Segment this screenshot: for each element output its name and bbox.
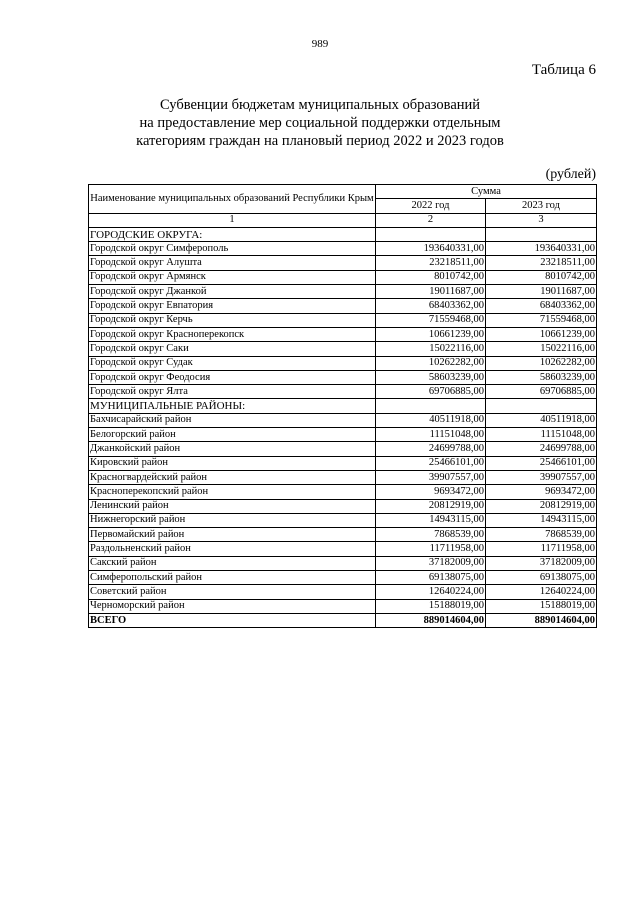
amount-2023: 69138075,00 [486, 571, 597, 585]
section-title: МУНИЦИПАЛЬНЫЕ РАЙОНЫ: [89, 399, 376, 413]
municipality-name: Ленинский район [89, 499, 376, 513]
amount-2023: 69706885,00 [486, 385, 597, 399]
title-line-2: на предоставление мер социальной поддержки отдельным [139, 115, 501, 131]
municipality-name: Городской округ Симферополь [89, 242, 376, 256]
table-row [89, 270, 597, 284]
amount-2022: 15188019,00 [376, 599, 486, 613]
amount-2022: 69138075,00 [376, 571, 486, 585]
amount-2023: 68403362,00 [486, 299, 597, 313]
amount-2023: 71559468,00 [486, 313, 597, 327]
table-body [89, 227, 597, 613]
amount-2023: 37182009,00 [486, 556, 597, 570]
municipality-name: Симферопольский район [89, 571, 376, 585]
header-year-2023: 2023 год [486, 199, 597, 213]
amount-2023: 14943115,00 [486, 513, 597, 527]
table-row [89, 299, 597, 313]
table-row [89, 542, 597, 556]
municipality-name: Советский район [89, 585, 376, 599]
municipality-name: Раздольненский район [89, 542, 376, 556]
table-row [89, 571, 597, 585]
total-2022: 889014604,00 [376, 613, 486, 627]
amount-2022: 8010742,00 [376, 270, 486, 284]
amount-2023: 7868539,00 [486, 528, 597, 542]
municipality-name: Джанкойский район [89, 442, 376, 456]
section-row [89, 399, 597, 413]
amount-2022: 20812919,00 [376, 499, 486, 513]
amount-2022: 25466101,00 [376, 456, 486, 470]
amount-2022: 11151048,00 [376, 428, 486, 442]
municipality-name: Первомайский район [89, 528, 376, 542]
amount-2023: 10262282,00 [486, 356, 597, 370]
amount-2022: 37182009,00 [376, 556, 486, 570]
table-row [89, 456, 597, 470]
municipality-name: Белогорский район [89, 428, 376, 442]
table-row [89, 370, 597, 384]
amount-2023: 8010742,00 [486, 270, 597, 284]
amount-2023: 23218511,00 [486, 256, 597, 270]
amount-2022: 7868539,00 [376, 528, 486, 542]
amount-2022: 10262282,00 [376, 356, 486, 370]
units-label: (рублей) [545, 167, 596, 182]
title-line-3: категориям граждан на плановый период 2022 и 2023 годов [136, 133, 504, 149]
subsidies-table [88, 184, 597, 628]
total-row [89, 613, 597, 627]
municipality-name: Красногвардейский район [89, 470, 376, 484]
amount-2023: 20812919,00 [486, 499, 597, 513]
table-row [89, 470, 597, 484]
municipality-name: Городской округ Керчь [89, 313, 376, 327]
amount-2022: 193640331,00 [376, 242, 486, 256]
municipality-name: Городской округ Джанкой [89, 285, 376, 299]
table-row [89, 342, 597, 356]
amount-2023: 24699788,00 [486, 442, 597, 456]
amount-2022: 58603239,00 [376, 370, 486, 384]
amount-2023: 58603239,00 [486, 370, 597, 384]
amount-2023: 193640331,00 [486, 242, 597, 256]
amount-2023 [486, 227, 597, 241]
table-row [89, 513, 597, 527]
amount-2023: 25466101,00 [486, 456, 597, 470]
table-row [89, 256, 597, 270]
table-row [89, 556, 597, 570]
table-row [89, 585, 597, 599]
amount-2022: 10661239,00 [376, 327, 486, 341]
amount-2022: 12640224,00 [376, 585, 486, 599]
section-title: ГОРОДСКИЕ ОКРУГА: [89, 227, 376, 241]
amount-2022: 19011687,00 [376, 285, 486, 299]
municipality-name: Нижнегорский район [89, 513, 376, 527]
amount-2022: 23218511,00 [376, 256, 486, 270]
document-title [100, 96, 540, 150]
table-row [89, 528, 597, 542]
amount-2022: 69706885,00 [376, 385, 486, 399]
amount-2022 [376, 227, 486, 241]
amount-2022: 15022116,00 [376, 342, 486, 356]
amount-2022: 68403362,00 [376, 299, 486, 313]
amount-2023: 19011687,00 [486, 285, 597, 299]
total-2023: 889014604,00 [486, 613, 597, 627]
total-label: ВСЕГО [89, 613, 376, 627]
table-row [89, 413, 597, 427]
amount-2023: 11711958,00 [486, 542, 597, 556]
title-line-1: Субвенции бюджетам муниципальных образований [159, 97, 481, 113]
amount-2023: 11151048,00 [486, 428, 597, 442]
amount-2022: 24699788,00 [376, 442, 486, 456]
municipality-name: Городской округ Феодосия [89, 370, 376, 384]
page-number: 989 [311, 38, 329, 50]
table-row [89, 313, 597, 327]
amount-2023 [486, 399, 597, 413]
municipality-name: Сакский район [89, 556, 376, 570]
amount-2022: 11711958,00 [376, 542, 486, 556]
amount-2023: 39907557,00 [486, 470, 597, 484]
amount-2023: 12640224,00 [486, 585, 597, 599]
municipality-name: Городской округ Судак [89, 356, 376, 370]
table-label: Таблица 6 [531, 62, 596, 78]
municipality-name: Кировский район [89, 456, 376, 470]
amount-2022 [376, 399, 486, 413]
amount-2023: 9693472,00 [486, 485, 597, 499]
section-row [89, 227, 597, 241]
amount-2022: 71559468,00 [376, 313, 486, 327]
municipality-name: Городской округ Армянск [89, 270, 376, 284]
table-row [89, 327, 597, 341]
amount-2023: 10661239,00 [486, 327, 597, 341]
municipality-name: Городской округ Алушта [89, 256, 376, 270]
table-row [89, 242, 597, 256]
table-row [89, 442, 597, 456]
amount-2022: 39907557,00 [376, 470, 486, 484]
column-index-1: 1 [89, 213, 376, 227]
table-row [89, 428, 597, 442]
column-index-2: 2 [376, 213, 486, 227]
header-year-2022: 2022 год [376, 199, 486, 213]
municipality-name: Бахчисарайский район [89, 413, 376, 427]
column-index-3: 3 [486, 213, 597, 227]
municipality-name: Городской округ Красноперекопск [89, 327, 376, 341]
table-row [89, 599, 597, 613]
amount-2023: 15188019,00 [486, 599, 597, 613]
municipality-name: Красноперекопский район [89, 485, 376, 499]
amount-2022: 40511918,00 [376, 413, 486, 427]
table-row [89, 385, 597, 399]
municipality-name: Городской округ Саки [89, 342, 376, 356]
table-row [89, 485, 597, 499]
municipality-name: Городской округ Ялта [89, 385, 376, 399]
table-row [89, 499, 597, 513]
amount-2022: 9693472,00 [376, 485, 486, 499]
amount-2022: 14943115,00 [376, 513, 486, 527]
table-row [89, 285, 597, 299]
table-row [89, 356, 597, 370]
amount-2023: 15022116,00 [486, 342, 597, 356]
header-sum: Сумма [376, 185, 597, 199]
municipality-name: Черноморский район [89, 599, 376, 613]
header-name-column: Наименование муниципальных образований Республики Крым [89, 185, 376, 214]
amount-2023: 40511918,00 [486, 413, 597, 427]
municipality-name: Городской округ Евпатория [89, 299, 376, 313]
